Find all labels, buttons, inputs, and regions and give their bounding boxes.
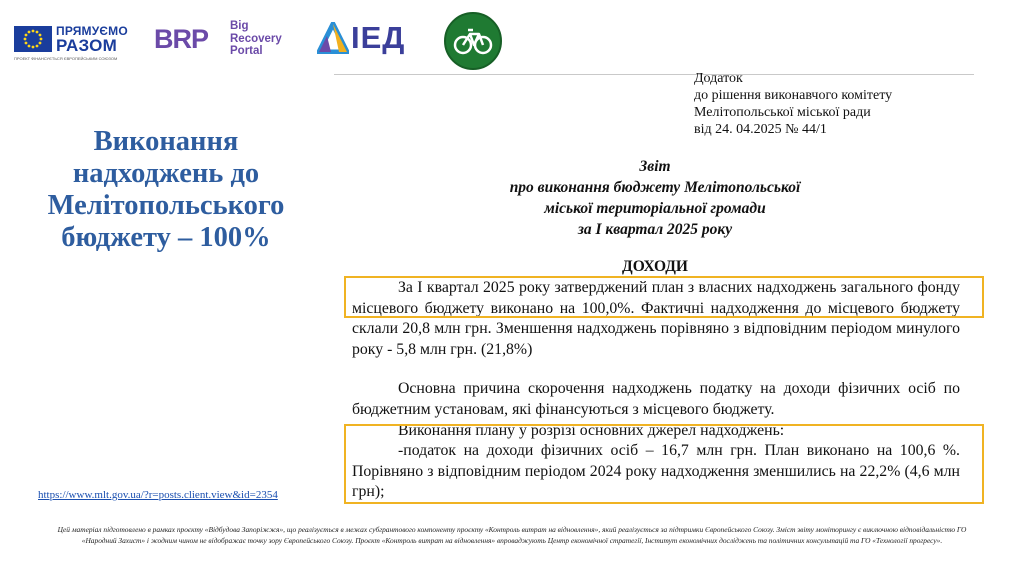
brp-logo — [154, 20, 294, 60]
report-heading-line1: Звіт — [639, 158, 671, 175]
appendix-line2: до рішення виконавчого комітету — [694, 88, 893, 103]
document-appendix-note — [694, 70, 892, 138]
eu-logo — [14, 22, 128, 64]
brp-logo-text — [230, 20, 300, 58]
paragraph-income-tax: -податок на доходи фізичних осіб – 16,7 млн грн. План виконано на 100,6 %. Порівняно з відповідним періодом 2024 року надходження зменшились на 22,2% (4,6 млн грн); — [352, 442, 960, 501]
source-link[interactable]: https://www.mlt.gov.ua/?r=posts.client.view&id=2354 — [38, 489, 278, 501]
page-title — [18, 126, 314, 254]
page-title-line3: Мелітопольського — [47, 190, 285, 221]
report-heading-line3: міської територіальної громади — [544, 200, 766, 217]
ied-logo — [317, 20, 417, 56]
appendix-line3: Мелітопольської міської ради — [694, 105, 871, 120]
bicycle-emblem-icon — [446, 14, 500, 68]
paragraph-plan-execution: За І квартал 2025 року затверджений план з власних надходжень загального фонду місцевого бюджету виконано на 100,0%. Фактичні надходження до місцевого бюджету склали 20,8 млн грн. Зменшення надходжень порівняно з відповідним періодом минулого року - 5,8 млн грн. (21,8%) — [352, 279, 960, 358]
ied-logo-text: IЕД — [351, 20, 406, 55]
logo-bar — [0, 0, 1024, 72]
bicycle-emblem-logo — [444, 12, 502, 70]
eu-logo-line2: РАЗОМ — [56, 36, 117, 55]
paragraph-main-reason: Основна причина скорочення надходжень податку на доходи фізичних осіб по бюджетним установам, які фінансуються з місцевого бюджету. — [352, 380, 960, 418]
brp-logo-mark: BRP — [154, 24, 209, 54]
highlight-box-plan — [344, 276, 984, 318]
brp-logo-line2: Recovery — [230, 32, 282, 45]
brp-logo-line1: Big — [230, 20, 249, 32]
report-heading-line4: за І квартал 2025 року — [577, 221, 733, 238]
ied-triangle-icon — [317, 22, 349, 54]
brp-logo-line3: Portal — [230, 45, 263, 57]
paragraph-sources-intro: Виконання плану у розрізі основних джерел надходжень: — [398, 422, 785, 439]
highlight-box-income-tax — [344, 424, 984, 504]
eu-logo-line1: ПРЯМУЄМО — [56, 24, 128, 38]
appendix-line1: Додаток — [694, 71, 743, 86]
eu-flag-icon — [14, 26, 52, 52]
page-title-line4: бюджету – 100% — [61, 222, 271, 253]
report-heading-line2: про виконання бюджету Мелітопольської — [509, 179, 801, 196]
eu-logo-caption: ПРОЕКТ ФІНАНСУЄТЬСЯ ЄВРОПЕЙСЬКИМ СОЮЗОМ — [14, 56, 118, 61]
report-heading — [420, 156, 890, 240]
page-title-line2: надходжень до — [72, 158, 260, 189]
footer-disclaimer: Цей матеріал підготовлено в рамках проєкту «Відбудова Запоріжжя», що реалізується в межах субгрантового компоненту проєкту «Контроль витрат на відновлення», який реалізується за підтримки Європейського Союзу. Зміст звіту моніторингу є виключною відповідальністю ГО «Народний Захист» і жодним чином не відображає точку зору Європейського Союзу. Проєкт «Контроль витрат на відновлення» впроваджують Центр економічної стратегії, Інститут економічних досліджень та політичних консультацій та ГО «Технології прогресу». — [57, 525, 967, 545]
section-title-income: ДОХОДИ — [622, 258, 688, 275]
page-title-line1: Виконання — [93, 126, 239, 157]
appendix-line4: від 24. 04.2025 № 44/1 — [694, 122, 827, 137]
